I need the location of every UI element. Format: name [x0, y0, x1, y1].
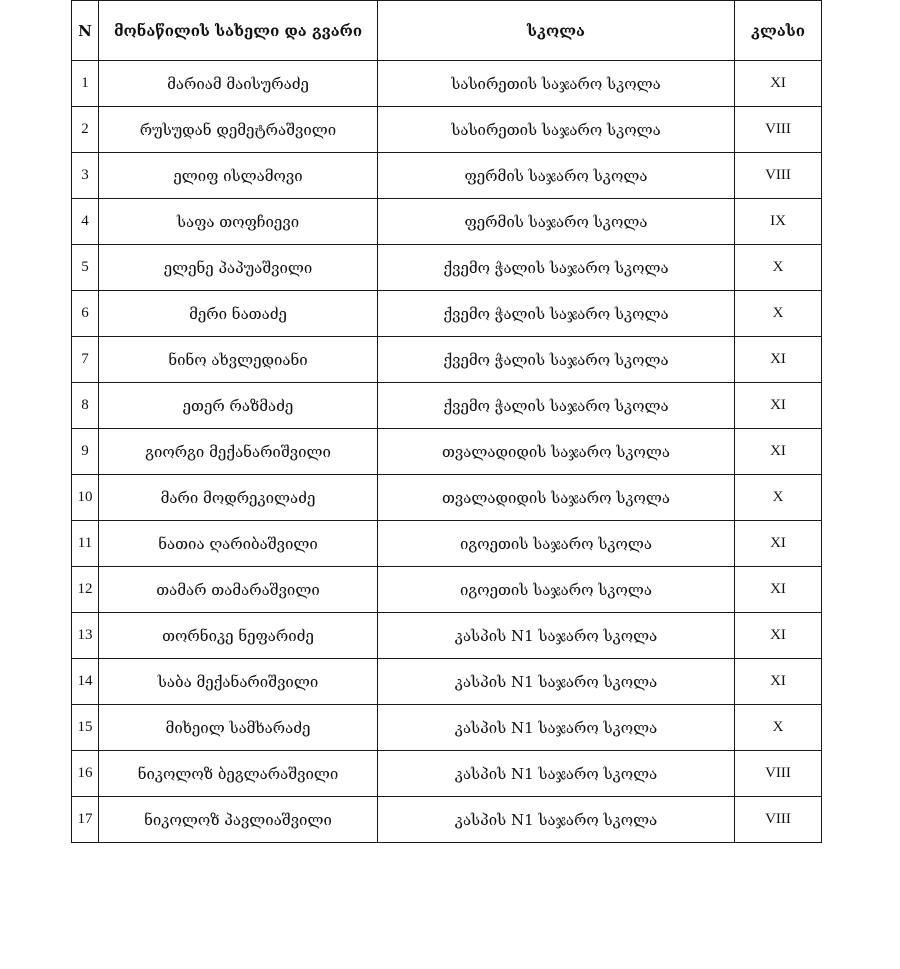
participant-name-cell: მიხეილ სამხარაძე [99, 705, 378, 751]
row-number-cell: 11 [72, 521, 99, 567]
participant-name-cell: ელიფ ისლამოვი [99, 153, 378, 199]
row-number-cell: 4 [72, 199, 99, 245]
header-participant-name: მონაწილის სახელი და გვარი [99, 1, 378, 61]
participant-name-cell: რუსუდან დემეტრაშვილი [99, 107, 378, 153]
class-cell: XI [735, 61, 822, 107]
participant-name-cell: გიორგი მექანარიშვილი [99, 429, 378, 475]
participant-name-cell: მარი მოდრეკილაძე [99, 475, 378, 521]
row-number-cell: 2 [72, 107, 99, 153]
row-number-cell: 10 [72, 475, 99, 521]
class-cell: XI [735, 613, 822, 659]
row-number-cell: 9 [72, 429, 99, 475]
class-cell: X [735, 291, 822, 337]
row-number-cell: 17 [72, 797, 99, 843]
class-cell: XI [735, 429, 822, 475]
school-cell: სასირეთის საჯარო სკოლა [378, 61, 735, 107]
class-cell: VIII [735, 153, 822, 199]
table-row [72, 291, 822, 337]
school-cell: თვალადიდის საჯარო სკოლა [378, 429, 735, 475]
class-cell: X [735, 475, 822, 521]
table-row [72, 245, 822, 291]
table-row [72, 567, 822, 613]
table-row [72, 199, 822, 245]
class-cell: X [735, 245, 822, 291]
table-row [72, 521, 822, 567]
class-cell: XI [735, 337, 822, 383]
row-number-cell: 13 [72, 613, 99, 659]
row-number-cell: 15 [72, 705, 99, 751]
school-cell: თვალადიდის საჯარო სკოლა [378, 475, 735, 521]
school-cell: ფერმის საჯარო სკოლა [378, 153, 735, 199]
row-number-cell: 5 [72, 245, 99, 291]
school-cell: ფერმის საჯარო სკოლა [378, 199, 735, 245]
school-cell: კასპის N1 საჯარო სკოლა [378, 613, 735, 659]
class-cell: XI [735, 567, 822, 613]
header-school: სკოლა [378, 1, 735, 61]
participant-name-cell: ნინო ახვლედიანი [99, 337, 378, 383]
row-number-cell: 14 [72, 659, 99, 705]
table-row [72, 337, 822, 383]
participant-name-cell: ეთერ რაზმაძე [99, 383, 378, 429]
header-number: N [72, 1, 99, 61]
class-cell: IX [735, 199, 822, 245]
class-cell: VIII [735, 797, 822, 843]
participants-table [71, 0, 822, 843]
participant-name-cell: საბა მექანარიშვილი [99, 659, 378, 705]
participant-name-cell: მარიამ მაისურაძე [99, 61, 378, 107]
row-number-cell: 8 [72, 383, 99, 429]
table-header [72, 1, 822, 61]
school-cell: ქვემო ჭალის საჯარო სკოლა [378, 245, 735, 291]
row-number-cell: 1 [72, 61, 99, 107]
class-cell: XI [735, 659, 822, 705]
table-row [72, 659, 822, 705]
header-row [72, 1, 822, 61]
table-body [72, 61, 822, 843]
row-number-cell: 6 [72, 291, 99, 337]
table-row [72, 797, 822, 843]
participant-name-cell: ნათია ღარიბაშვილი [99, 521, 378, 567]
participant-name-cell: თამარ თამარაშვილი [99, 567, 378, 613]
school-cell: კასპის N1 საჯარო სკოლა [378, 751, 735, 797]
participant-name-cell: ელენე პაპუაშვილი [99, 245, 378, 291]
school-cell: იგოეთის საჯარო სკოლა [378, 567, 735, 613]
school-cell: კასპის N1 საჯარო სკოლა [378, 705, 735, 751]
row-number-cell: 12 [72, 567, 99, 613]
participants-sheet [71, 0, 821, 843]
row-number-cell: 16 [72, 751, 99, 797]
participant-name-cell: თორნიკე ნეფარიძე [99, 613, 378, 659]
class-cell: VIII [735, 751, 822, 797]
header-class: კლასი [735, 1, 822, 61]
school-cell: კასპის N1 საჯარო სკოლა [378, 659, 735, 705]
class-cell: X [735, 705, 822, 751]
table-row [72, 475, 822, 521]
school-cell: კასპის N1 საჯარო სკოლა [378, 797, 735, 843]
school-cell: ქვემო ჭალის საჯარო სკოლა [378, 383, 735, 429]
table-row [72, 107, 822, 153]
participant-name-cell: მერი ნათაძე [99, 291, 378, 337]
school-cell: ქვემო ჭალის საჯარო სკოლა [378, 291, 735, 337]
school-cell: იგოეთის საჯარო სკოლა [378, 521, 735, 567]
participant-name-cell: ნიკოლოზ ბეგლარაშვილი [99, 751, 378, 797]
table-row [72, 429, 822, 475]
table-row [72, 751, 822, 797]
table-row [72, 153, 822, 199]
table-row [72, 705, 822, 751]
row-number-cell: 7 [72, 337, 99, 383]
participant-name-cell: საფა თოფჩიევი [99, 199, 378, 245]
table-row [72, 61, 822, 107]
table-row [72, 383, 822, 429]
participant-name-cell: ნიკოლოზ პავლიაშვილი [99, 797, 378, 843]
table-row [72, 613, 822, 659]
school-cell: სასირეთის საჯარო სკოლა [378, 107, 735, 153]
class-cell: XI [735, 383, 822, 429]
class-cell: XI [735, 521, 822, 567]
row-number-cell: 3 [72, 153, 99, 199]
class-cell: VIII [735, 107, 822, 153]
school-cell: ქვემო ჭალის საჯარო სკოლა [378, 337, 735, 383]
